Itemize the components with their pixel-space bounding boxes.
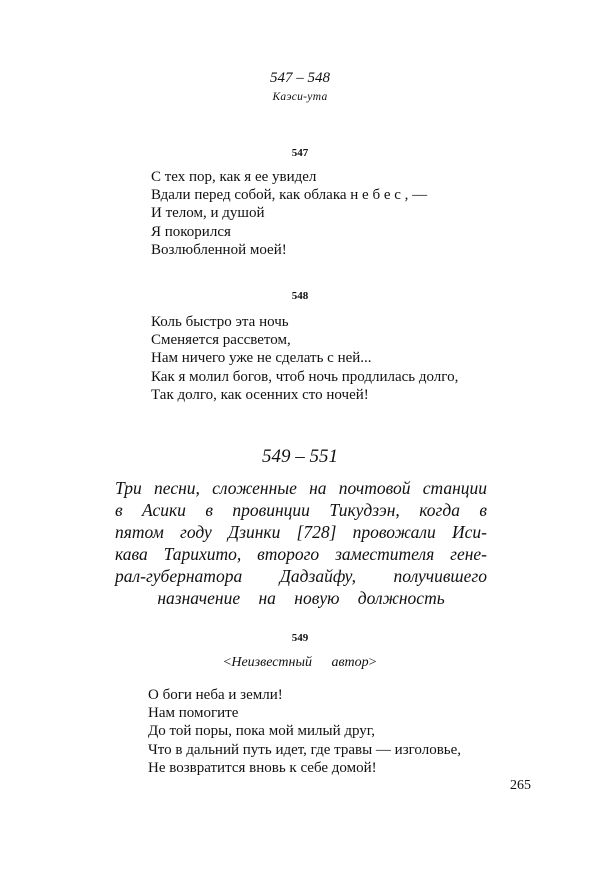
author-name: Неизвестный автор <box>231 655 369 670</box>
heading-line: рал-губернатора Дадзайфу, получившего <box>115 566 487 586</box>
section-subtitle: Каэси-ута <box>272 91 328 103</box>
poem-number-547: 547 <box>291 147 309 159</box>
poem-line: С тех пор, как я ее увидел <box>151 169 317 185</box>
poem-line: Так долго, как осенних сто ночей! <box>151 386 369 403</box>
poem-line: Нам помогите <box>148 705 239 722</box>
poem-author <box>0 655 600 671</box>
section-title-549-551: 549 – 551 <box>262 446 338 467</box>
poem-line: О боги неба и земли! <box>148 687 283 703</box>
page-number: 265 <box>510 778 531 793</box>
poem-line: Коль быстро эта ночь <box>151 314 289 330</box>
poem-line: Что в дальний путь идет, где травы — изголовье, <box>148 741 462 758</box>
heading-line: кава Тарихито, второго заместителя гене- <box>115 544 487 564</box>
heading-line: назначение на новую должность <box>157 588 445 608</box>
poem-line: Как я молил богов, чтоб ночь продлилась долго, <box>151 368 459 385</box>
poem-548 <box>151 313 458 404</box>
poem-line: Возлюбленной моей! <box>151 241 287 258</box>
poem-line: Сменяется рассветом, <box>151 332 291 349</box>
poem-line: И телом, и душой <box>151 205 265 222</box>
poem-number-549: 549 <box>291 632 309 644</box>
poem-line: Я покорился <box>151 223 231 240</box>
poem-line: Вдали перед собой, как облака н е б е с , — <box>151 187 428 204</box>
section-title: 547 – 548 <box>270 70 330 86</box>
heading-line: пятом году Дзинки [728] провожали Иси- <box>115 522 487 542</box>
poem-line: Не возвратится вновь к себе домой! <box>148 759 377 776</box>
section-heading <box>115 477 487 609</box>
poem-549 <box>148 686 461 777</box>
poem-547 <box>151 168 427 259</box>
author-bracket-open: < <box>223 655 232 670</box>
poem-line: Нам ничего уже не сделать с ней... <box>151 350 372 367</box>
poem-number-548: 548 <box>291 290 309 302</box>
heading-line: в Асики в провинции Тикудзэн, когда в <box>115 500 487 520</box>
author-bracket-close: > <box>368 655 377 670</box>
heading-line: Три песни, сложенные на почтовой станции <box>115 478 487 498</box>
poem-line: До той поры, пока мой милый друг, <box>148 723 375 740</box>
